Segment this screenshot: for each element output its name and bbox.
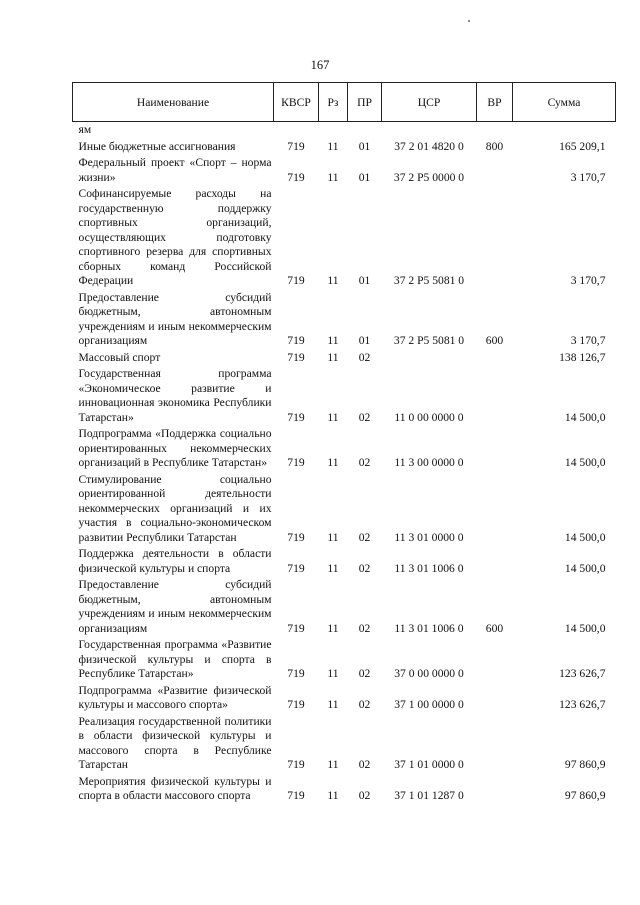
table-row [73, 577, 616, 637]
header-kvsr: КВСР [274, 83, 319, 122]
header-name: Наименование [73, 83, 274, 122]
cell-rz: 11 [327, 621, 339, 635]
cell-kvsr: 719 [287, 667, 305, 680]
cell-vr [477, 472, 513, 547]
cell-vr [477, 350, 513, 367]
cell-csr: 37 2 P5 5081 0 [393, 274, 465, 287]
header-csr: ЦСР [382, 83, 477, 122]
cell-rz: 11 [327, 139, 339, 153]
table-row [73, 290, 616, 350]
cell-vr [477, 546, 513, 577]
table-row [73, 426, 616, 472]
cell-name: Поддержка деятельности в области физической культуры и спорта [78, 547, 272, 575]
cell-sum: 3 170,7 [570, 274, 606, 287]
cell-csr: 11 3 00 0000 0 [394, 456, 464, 469]
cell-pr: 02 [358, 758, 371, 771]
cell-sum: 138 126,7 [559, 350, 606, 364]
cell-csr [382, 122, 477, 139]
scan-speck [468, 20, 470, 22]
cell-name: Государственная программа «Экономическое развитие и инновационная экономика Республики Татарстан» [78, 367, 272, 424]
cell-kvsr: 719 [287, 456, 305, 469]
cell-kvsr: 719 [287, 621, 305, 635]
cell-sum: 14 500,0 [564, 621, 606, 635]
cell-csr: 11 3 01 0000 0 [394, 530, 464, 544]
cell-vr [477, 186, 513, 290]
cell-pr: 01 [358, 274, 371, 287]
table-row [73, 683, 616, 714]
header-rz: Рз [319, 83, 348, 122]
cell-pr: 02 [358, 698, 371, 711]
cell-pr: 02 [358, 410, 371, 424]
cell-name: ям [78, 123, 92, 136]
cell-rz [319, 122, 348, 139]
cell-name: Софинансируемые расходы на государственную поддержку спортивных организаций, осуществляющих подготовку спортивного резерва для спортивных сборных команд Российской Федерации [78, 187, 272, 287]
table-row [73, 546, 616, 577]
cell-csr: 11 3 01 1006 0 [394, 561, 464, 575]
cell-name: Подпрограмма «Поддержка социально ориентированных некоммерческих организаций в Республике Татарстан» [78, 427, 272, 469]
cell-kvsr: 719 [287, 170, 305, 184]
cell-csr: 37 2 01 4820 0 [394, 139, 464, 153]
table-row [73, 366, 616, 426]
cell-sum: 14 500,0 [564, 456, 606, 469]
cell-pr: 02 [358, 456, 371, 469]
table-header [73, 83, 616, 122]
cell-kvsr: 719 [287, 758, 305, 771]
cell-vr [477, 714, 513, 774]
cell-csr: 11 3 01 1006 0 [394, 621, 464, 635]
header-vr: ВР [477, 83, 513, 122]
cell-sum: 97 860,9 [564, 758, 606, 771]
cell-vr: 600 [485, 621, 504, 635]
table-row [73, 350, 616, 367]
cell-kvsr: 719 [287, 139, 305, 153]
cell-name: Стимулирование социально ориентированной деятельности некоммерческих организаций и их участия в социально-экономическом развитии Республики Татарстан [78, 472, 272, 544]
cell-csr [382, 350, 477, 367]
cell-rz: 11 [327, 789, 339, 802]
cell-sum: 14 500,0 [564, 530, 606, 544]
cell-rz: 11 [327, 758, 339, 771]
cell-rz: 11 [327, 561, 339, 575]
cell-pr: 02 [358, 621, 371, 635]
cell-name: Мероприятия физической культуры и спорта в области массового спорта [78, 774, 272, 802]
budget-table-wrapper [72, 82, 615, 805]
cell-name: Федеральный проект «Спорт – норма жизни» [78, 156, 272, 184]
cell-csr: 37 1 01 0000 0 [394, 758, 464, 771]
cell-sum: 14 500,0 [564, 410, 606, 424]
cell-name: Подпрограмма «Развитие физической культуры и массового спорта» [78, 683, 272, 711]
cell-rz: 11 [327, 667, 339, 680]
cell-sum: 123 626,7 [559, 698, 606, 711]
cell-vr [477, 683, 513, 714]
cell-kvsr: 719 [287, 530, 305, 544]
cell-name: Предоставление субсидий бюджетным, автономным учреждениям и иным некоммерческим организациям [78, 578, 272, 635]
cell-vr [477, 774, 513, 805]
cell-sum: 165 209,1 [559, 139, 606, 153]
header-sum: Сумма [513, 83, 616, 122]
cell-rz: 11 [327, 410, 339, 424]
cell-pr: 02 [358, 561, 371, 575]
table-row [73, 186, 616, 290]
cell-pr: 02 [358, 789, 371, 802]
cell-vr [477, 637, 513, 683]
cell-pr: 01 [358, 139, 371, 153]
cell-csr: 11 0 00 0000 0 [394, 410, 464, 424]
header-row [73, 83, 616, 122]
cell-rz: 11 [327, 170, 339, 184]
cell-vr [477, 155, 513, 186]
cell-rz: 11 [327, 274, 339, 287]
cell-sum: 97 860,9 [564, 789, 606, 802]
cell-pr: 02 [358, 667, 371, 680]
cell-csr: 37 2 P5 5081 0 [393, 334, 465, 347]
cell-kvsr: 719 [287, 698, 305, 711]
cell-kvsr: 719 [287, 274, 305, 287]
header-pr: ПР [348, 83, 382, 122]
table-row [73, 774, 616, 805]
cell-name: Иные бюджетные ассигнования [78, 139, 236, 153]
cell-kvsr: 719 [287, 561, 305, 575]
cell-sum: 3 170,7 [570, 334, 606, 347]
cell-rz: 11 [327, 698, 339, 711]
cell-csr: 37 0 00 0000 0 [394, 667, 464, 680]
cell-name: Предоставление субсидий бюджетным, автономным учреждениям и иным некоммерческим организациям [78, 290, 272, 347]
cell-sum [513, 122, 616, 139]
cell-name: Реализация государственной политики в области физической культуры и массового спорта в Республике Татарстан [78, 714, 272, 771]
cell-pr: 02 [358, 350, 371, 364]
table-row [73, 714, 616, 774]
cell-rz: 11 [327, 456, 339, 469]
cell-rz: 11 [327, 350, 339, 364]
cell-sum: 123 626,7 [559, 667, 606, 680]
cell-vr [477, 366, 513, 426]
cell-pr: 01 [358, 170, 371, 184]
cell-pr: 02 [358, 530, 371, 544]
cell-kvsr: 719 [287, 334, 305, 347]
cell-pr: 01 [358, 334, 371, 347]
table-row [73, 122, 616, 139]
cell-kvsr [274, 122, 319, 139]
cell-vr [477, 122, 513, 139]
cell-vr [477, 426, 513, 472]
table-body [73, 122, 616, 805]
cell-vr: 600 [485, 334, 504, 347]
table-row [73, 155, 616, 186]
table-row [73, 472, 616, 547]
cell-kvsr: 719 [287, 350, 305, 364]
cell-name: Массовый спорт [78, 350, 161, 364]
cell-sum: 14 500,0 [564, 561, 606, 575]
cell-kvsr: 719 [287, 789, 305, 802]
table-row [73, 139, 616, 156]
page-number: 167 [310, 58, 330, 72]
cell-csr: 37 1 01 1287 0 [394, 789, 464, 802]
cell-vr: 800 [485, 139, 504, 153]
cell-name: Государственная программа «Развитие физической культуры и спорта в Республике Татарстан» [78, 638, 272, 680]
cell-sum: 3 170,7 [570, 170, 606, 184]
cell-rz: 11 [327, 530, 339, 544]
cell-csr: 37 1 00 0000 0 [394, 698, 464, 711]
table-row [73, 637, 616, 683]
budget-table [72, 82, 616, 805]
cell-rz: 11 [327, 334, 339, 347]
cell-pr [348, 122, 382, 139]
cell-csr: 37 2 P5 0000 0 [393, 170, 465, 184]
cell-kvsr: 719 [287, 410, 305, 424]
